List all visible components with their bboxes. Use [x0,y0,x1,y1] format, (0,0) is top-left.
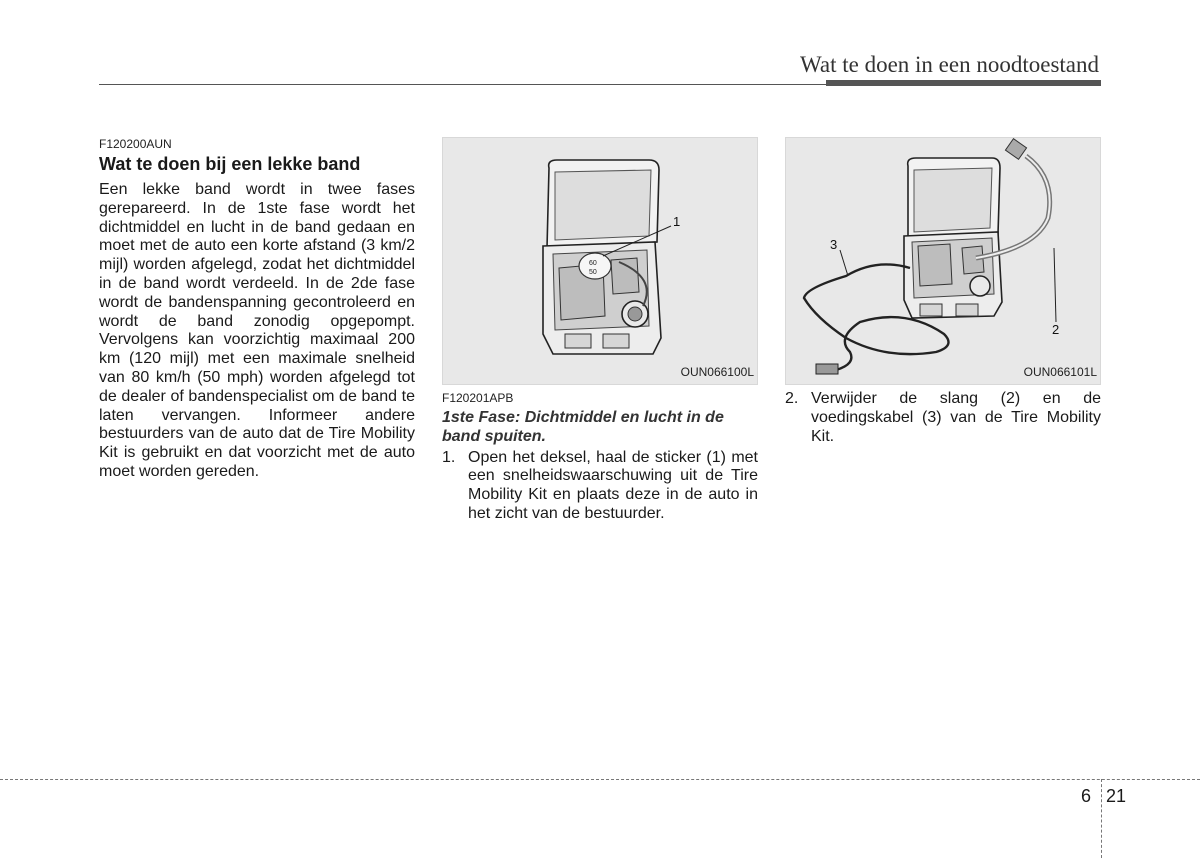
section-heading: Wat te doen bij een lekke band [99,154,361,174]
sticker-label-50: 50 [589,269,597,276]
footer-rule [0,779,1200,780]
hose-cable-illustration [786,138,1100,384]
section-body: Een lekke band wordt in twee fases gerepareerd. In de 1ste fase wordt het dichtmiddel en lucht in de band gedaan en moet met de auto een korte afstand (3 km/2 mijl) worden afgelegd, zodat het dichtmiddel in de band wordt verdeeld. In de 2de fase wordt de bandenspanning gecontroleerd en wordt de band zonodig opgepompt. Vervolgens kan voorzichtig maximaal 200 km (120 mijl) met een maximale snelheid van 80 km/h (50 mph) worden afgelegd tot de dealer of bandenspecialist om de band te laten vervangen. Informeer andere bestuurders van de auto dat de Tire Mobility Kit is gebruikt en dat voorzicht met de auto moet worden gereden. [99,181,415,480]
figure-code: OUN066100L [680,365,754,380]
page-number: 21 [1106,786,1127,806]
header-rule-accent [826,80,1101,86]
chapter-number: 6 [1081,786,1092,806]
figure-tire-kit-open [442,137,758,385]
figure-code: OUN066101L [1023,365,1097,380]
sticker-label-60: 60 [589,260,597,267]
step-number: 1. [442,448,456,466]
phase-subheading: 1ste Fase: Dichtmiddel en lucht in de band spuiten. [442,409,724,445]
callout-1: 1 [673,214,681,229]
step-text: Open het deksel, haal de sticker (1) met een snelheidswaarschuwing uit de Tire Mobility Kit en plaats deze in de auto in het zicht van de bestuurder. [468,448,758,522]
tire-kit-illustration [443,138,757,384]
header-rule [99,84,826,85]
section-code: F120200AUN [99,137,172,151]
right-column [785,137,1101,446]
step-item [442,449,758,524]
step-text: Verwijder de slang (2) en de voedingskabel (3) van de Tire Mobility Kit. [811,390,1101,445]
header-title: Wat te doen in een noodtoestand [800,52,1099,77]
figure-hose-and-cable [785,137,1101,385]
callout-2: 2 [1052,322,1060,337]
left-column [99,137,415,482]
middle-column [442,137,758,524]
section-code: F120201APB [442,391,514,405]
footer-divider [1101,779,1102,858]
step-item [785,390,1101,446]
step-number: 2. [785,390,799,407]
callout-3: 3 [830,237,838,252]
